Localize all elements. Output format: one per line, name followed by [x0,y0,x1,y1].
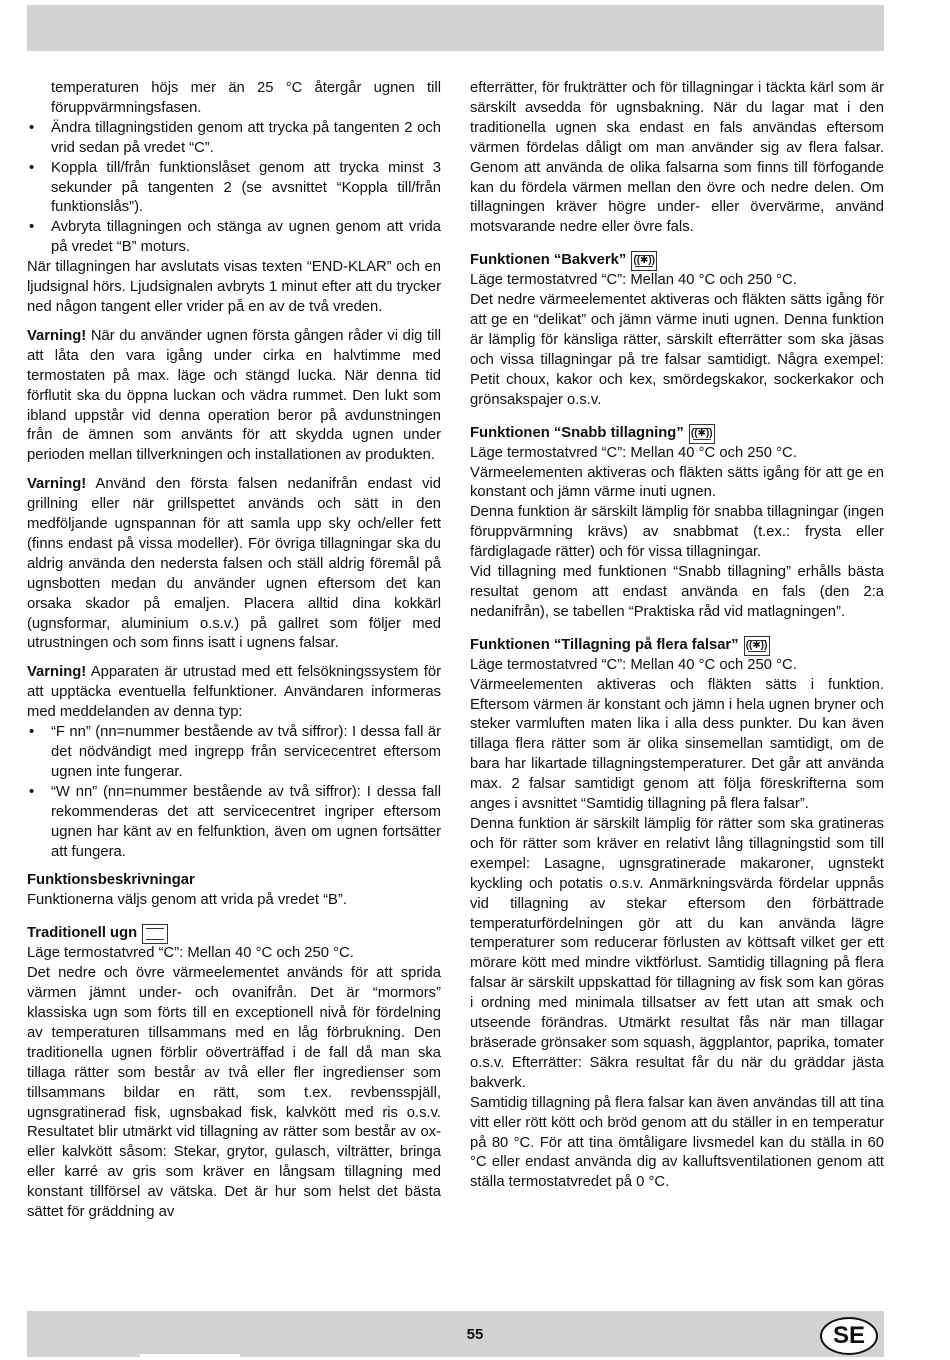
paragraph: När tillagningen har avslutats visas texten “END-KLAR” och en ljudsignal hörs. Ljudsignalen avbryts 1 minut efter att du trycker ned någon tangent eller vrider på en av de två vreden. [27,259,441,315]
heading-text: Funktionen “Tillagning på flera falsar” [470,636,739,653]
section-heading [470,424,884,444]
paragraph: Denna funktion är särskilt lämplig för snabba tillagningar (ingen föruppvärmning krävs) av snabbmat (t.ex.: frysta eller färdiglagade rätter) och för vissa tillagningar. [470,504,884,561]
section-heading: Funktionsbeskrivningar [27,872,195,889]
thermostat-range: Läge termostatvred “C”: Mellan 40 °C och 250 °C. [470,656,797,673]
paragraph: Värmeelementen aktiveras och fläkten sätts i funktion. Eftersom värmen är konstant och jämn i hela ugnen bryner och steker varmluften maten lika i alla dess punkter. Du kan även tillaga flera rätter som är olika sinsemellan samtidigt, om de bara har likartade tillagningstemperaturer. Det går att använda max. 2 falsar samtidigt genom att följa föreskrifterna som anges i avsnittet “Samtidig tillagning på flera falsar”. [470,676,884,813]
warning-lead: Varning! [27,476,87,493]
warning-paragraph [27,475,441,654]
paragraph: temperaturen höjs mer än 25 °C återgår ugnen till föruppvärmningsfasen. [51,80,441,116]
list-item: • “F nn” (nn=nummer bestående av två siffror): I dessa fall är det nödvändigt med ingrepp från servicecentret eftersom ugnen inte fungerar. [27,723,441,783]
paragraph: Vid tillagning med funktionen “Snabb tillagning” erhålls bästa resultat genom att endast använda en fals (den 2:a nedanifrån), se tabellen “Praktiska råd vid matlagningen”. [470,564,884,620]
thermostat-range: Läge termostatvred “C”: Mellan 40 °C och 250 °C. [27,945,354,962]
bullet-list [27,723,441,862]
section-heading [27,924,441,944]
paragraph: Denna funktion är särskilt lämplig för rätter som ska gratineras och för rätter som kräver en relativt lång tillagningstid som till exempel: Lasagne, ugnsgratinerade makaroner, ugnstekt kyckling och potatis o.s.v. Anmärkningsvärda fördelar uppnås vid tillagning av stekar eftersom den förbättrade temperaturfördelningen gör att du kan använda lägre temperaturer som reducerar förlusten av köttsaft vilket ger ett mörare kött med mindre viktförlust. Samtidig tillagning på flera falsar är särskilt uppskattad för tillagning av fisk som kan göras i ordning med minimala tillsatser av fett utan att smak och utseende förändras. Utmärkt resultat fås när man tillagar bräserade grönsaker som squash, äggplantor, paprika, tomater o.s.v. Efterrätter: Säkra resultat får du när du gräddar jästa bakverk. [470,816,884,1091]
warning-text: Apparaten är utrustad med ett felsökningssystem för att upptäcka eventuella felfunktioner. Användaren informeras med meddelanden av denna typ: [27,664,441,721]
warning-lead: Varning! [27,327,87,344]
paragraph: Värmeelementen aktiveras och fläkten sätts igång för att ge en konstant och jämn värme inuti ugnen. [470,464,884,501]
section-heading [470,636,884,656]
paragraph: Det nedre och övre värmeelementet används för att sprida värmen jämnt under- och ovanifrån. Det är “mormors” klassiska ugn som förts till en exceptionell nivå för fördelning av temperaturen tillsammans med en låg förbrukning. Den traditionella ugnen förblir oöverträffad i de fall då man ska tillaga rätter som består av två eller fler ingredienser som tillsammans bildar en rätt, som t.ex. revbensspjäll, ugnsgratinerad fisk, ugnsbakad fisk, kalvkött med ris o.s.v. Resultatet blir utmärkt vid tillagning av rätter som består av ox- eller kalvkött såsom: Stekar, grytor, gulasch, vilträtter, bringa eller karré av gris som kräver en långsam tillagning med konstant tillförsel av vätska. Det är hur som helst det bästa sättet för gräddning av [27,965,441,1221]
paragraph: Funktionerna väljs genom att vrida på vredet “B”. [27,892,347,909]
list-item: • “W nn” (nn=nummer bestående av två siffror): I dessa fall rekommenderas det att servicecentret ingriper eftersom ugnen har känt av en felfunktion, även om ugnen fortsätter att fungera. [27,783,441,863]
warning-text: Använd den första falsen nedanifrån endast vid grillning eller när grillspettet används och sätt in den medföljande ugnspannan för att samla upp sky och/eller fett (finns endast på vissa modeller). För övriga tillagningar ska du aldrig använda den nedersta falsen och ställ aldrig föremål på ugnsbotten medan du använder ugnen eftersom det kan orsaka skador på emaljen. Placera alltid dina kokkärl (ugnsformar, aluminium o.s.v.) på gallret som följer med utrustningen och som finns isatt i ugnens falsar. [27,476,441,652]
page-number: 55 [466,1326,484,1343]
left-column [27,79,441,1223]
heading-text: Funktionen “Bakverk” [470,252,627,269]
heading-text: Funktionen “Snabb tillagning” [470,424,684,441]
warning-text: När du använder ugnen första gången råder vi dig till att låta den vara igång under cirka en halvtimme med termostaten på max. läge och stängd lucka. När denna tid förflutit ska du öppna luckan och vädra rummet. Den lukt som ibland uppstår vid denna operation beror på avdunstningen från de ämnen som använts för att skydda ugnen under perioden mellan tillverkningen och installationen av produkten. [27,327,441,464]
warning-paragraph [27,327,441,466]
thermostat-range: Läge termostatvred “C”: Mellan 40 °C och 250 °C. [470,444,797,461]
multi-level-fan-icon: ((✱)) [744,636,770,656]
heading-text: Traditionell ugn [27,925,138,942]
paragraph: Det nedre värmeelementet aktiveras och fläkten sätts igång för att ge en “delikat” och jämn värme inuti ugnen. Denna funktion är lämplig för känsliga rätter, särskilt efterrätter som ska jäsas och vissa tillagningar på tre falsar samtidigt. Några exempel: Petit choux, kakor och kex, smördegskakor, sockerkakor och grönsakspajer o.s.v. [470,292,884,408]
fast-cooking-fan-icon: ((✱)) [689,424,715,444]
footer-edge [140,1354,240,1360]
header-band [27,5,884,51]
bullet-list [27,119,441,258]
language-badge: SE [820,1317,878,1355]
list-item: • Koppla till/från funktionslåset genom att trycka minst 3 sekunder på tangenten 2 (se avsnittet “Koppla till/från funktionslås”). [27,159,441,219]
traditional-oven-icon [142,924,168,944]
warning-paragraph [27,663,441,723]
warning-lead: Varning! [27,664,87,681]
pastry-fan-icon: ((✱)) [631,251,657,271]
list-item: • Ändra tillagningstiden genom att trycka på tangenten 2 och vrid sedan på vredet “C”. [27,119,441,159]
thermostat-range: Läge termostatvred “C”: Mellan 40 °C och 250 °C. [470,272,797,289]
paragraph: Samtidig tillagning på flera falsar kan även användas till att tina vitt eller rött kött och bröd genom att du ställer in en temperatur på 80 °C. För att tina ömtåligare livsmedel kan du ställa in 60 °C eller endast använda dig av kalluftsventilationen genom att ställa termostatvredet på 0 °C. [470,1094,884,1191]
list-item: • Avbryta tillagningen och stänga av ugnen genom att vrida på vredet “B” moturs. [27,218,441,258]
paragraph: efterrätter, för frukträtter och för tillagningar i täckta kärl som är särskilt avsedda för ugnsbakning. När du lagar mat i den traditionella ugnen ska endast en fals användas eftersom värmen fördelas dåligt om man använder sig av flera falsar. Genom att använda de olika falsarna som finns till förfogande kan du fördela värmen mellan den övre och nedre delen. Om tillagningen kräver högre under- eller övervärme, använd motsvarande nedre eller övre fals. [470,80,884,236]
section-heading [470,251,884,271]
right-column [470,79,884,1193]
